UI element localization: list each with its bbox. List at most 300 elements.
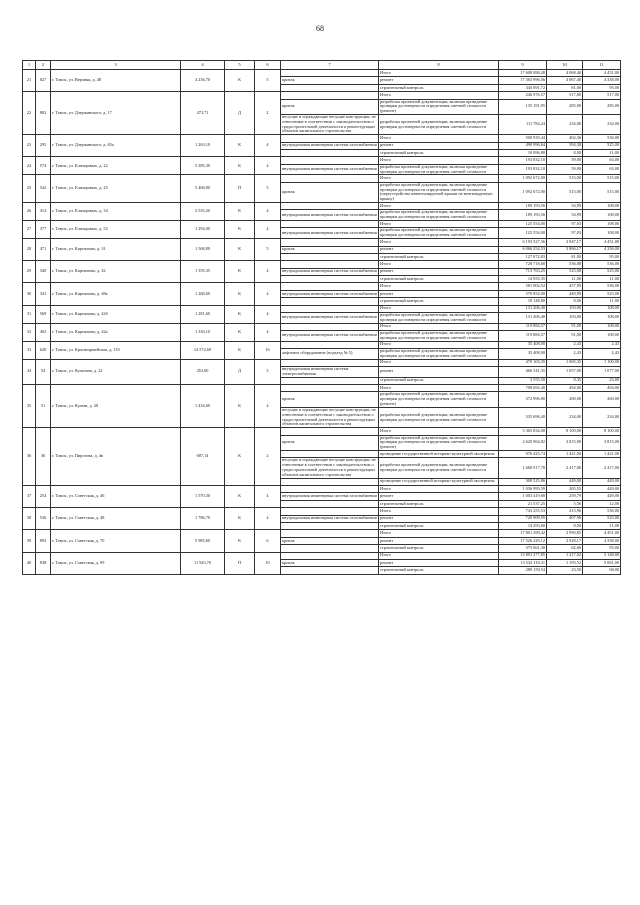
cost-per-sqm: 59,00 xyxy=(547,157,583,164)
table-row xyxy=(23,530,621,537)
house-area: 1 570,30 xyxy=(181,486,225,508)
house-floors: 2 xyxy=(255,92,281,135)
work-type: Итого xyxy=(379,323,499,330)
work-element: кровля xyxy=(281,246,379,253)
cost-per-sqm: 234,00 xyxy=(547,407,583,427)
record-number: 37 xyxy=(23,486,36,508)
work-element xyxy=(281,530,379,537)
work-type: разработка проектной документации, включая проведение проверки достоверности определения сметной стоимости (ремонт) xyxy=(379,435,499,450)
house-address: г. Томск, ул. Карташова, д. 42 xyxy=(51,261,181,283)
house-floors: 4 xyxy=(255,135,281,157)
column-number-row xyxy=(23,61,621,70)
work-type: Итого xyxy=(379,203,499,210)
house-id: 54 xyxy=(36,359,51,384)
cost-total: 375 061,30 xyxy=(499,545,547,552)
house-id: 838 xyxy=(36,552,51,574)
cost-limit: 449,00 xyxy=(583,486,621,493)
table-row xyxy=(23,261,621,268)
work-type: Итого xyxy=(379,221,499,228)
cost-limit: 260,00 xyxy=(583,392,621,407)
table-row xyxy=(23,175,621,182)
house-floors: 4 xyxy=(255,305,281,323)
house-id: 542 xyxy=(36,175,51,203)
house-id: 377 xyxy=(36,221,51,239)
work-element xyxy=(281,283,379,290)
table-row xyxy=(23,508,621,515)
work-element xyxy=(281,92,379,99)
table-row xyxy=(23,239,621,246)
cost-per-sqm: 2,43 xyxy=(547,341,583,348)
record-number: 32 xyxy=(23,323,36,341)
column-number: 6 xyxy=(255,61,281,70)
cost-total: 289 159,54 xyxy=(499,567,547,574)
work-type: ремонт xyxy=(379,493,499,500)
house-floors: 2 xyxy=(255,428,281,486)
table-row xyxy=(23,341,621,348)
work-type: Итого xyxy=(379,92,499,99)
work-type: разработка проектной документации, включая проведение проверки достоверности определения сметной стоимости xyxy=(379,164,499,175)
work-element: внутридомовая инженерная система газоснабжения xyxy=(281,228,379,239)
cost-total: 10 096,80 xyxy=(499,150,547,157)
work-type: строительный контроль xyxy=(379,150,499,157)
cost-limit: 4 338,00 xyxy=(583,77,621,84)
work-type: ремонт xyxy=(379,77,499,84)
work-type: строительный контроль xyxy=(379,567,499,574)
house-floors: 4 xyxy=(255,385,281,428)
house-id: 574 xyxy=(36,157,51,175)
work-element: кровля xyxy=(281,435,379,450)
cost-total: 728 718,60 xyxy=(499,261,547,268)
work-element xyxy=(281,508,379,515)
cost-limit: 108,00 xyxy=(583,323,621,330)
cost-limit: 1 421,00 xyxy=(583,450,621,457)
cost-per-sqm: 8,00 xyxy=(547,522,583,529)
cost-per-sqm: 2 990,85 xyxy=(547,530,583,537)
cost-total: 111 784,24 xyxy=(499,115,547,135)
cost-limit: 4 338,00 xyxy=(583,537,621,544)
house-area: 1 268,60 xyxy=(181,283,225,305)
house-id: 295 xyxy=(36,135,51,157)
cost-per-sqm: 536,08 xyxy=(547,261,583,268)
cost-total: 14 955,35 xyxy=(499,276,547,283)
house-id: 536 xyxy=(36,508,51,530)
cost-total: 743 255,53 xyxy=(499,508,547,515)
cost-limit: 108,00 xyxy=(583,228,621,239)
work-element: внутридомовая инженерная система газоснабжения xyxy=(281,331,379,342)
cost-per-sqm: 449,00 xyxy=(547,478,583,485)
cost-total: 308 525,86 xyxy=(499,478,547,485)
record-number: 39 xyxy=(23,530,36,552)
house-address: г. Томск, ул. Советская, д. 46 xyxy=(51,486,181,508)
work-element: кровля xyxy=(281,182,379,202)
cost-limit: 5 061,00 xyxy=(583,559,621,566)
cost-per-sqm: 54,99 xyxy=(547,210,583,221)
house-id: 402 xyxy=(36,323,51,341)
cost-limit: 3 815,00 xyxy=(583,435,621,450)
cost-limit: 525,00 xyxy=(583,515,621,522)
cost-limit: 4 451,00 xyxy=(583,239,621,246)
cost-total: 713 763,25 xyxy=(499,268,547,275)
table-row xyxy=(23,283,621,290)
work-element xyxy=(281,552,379,559)
cost-total: 35 408,00 xyxy=(499,349,547,360)
work-element xyxy=(281,239,379,246)
work-element xyxy=(281,341,379,348)
house-category: К xyxy=(225,157,255,175)
work-element xyxy=(281,428,379,435)
house-id: 827 xyxy=(36,70,51,92)
house-address: г. Томск, ул. Карташова, д. 31 xyxy=(51,239,181,261)
work-element: внутридомовая инженерная система газоснабжения xyxy=(281,290,379,297)
work-type: ремонт xyxy=(379,515,499,522)
house-area: 1 330,10 xyxy=(181,323,225,341)
work-element: кровля xyxy=(281,99,379,114)
house-id: 569 xyxy=(36,305,51,323)
house-category: К xyxy=(225,323,255,341)
cost-total: 976 425,74 xyxy=(499,450,547,457)
work-type: строительный контроль xyxy=(379,522,499,529)
work-type: Итого xyxy=(379,530,499,537)
house-area: 687,14 xyxy=(181,428,225,486)
cost-per-sqm: 2 928,17 xyxy=(547,537,583,544)
cost-limit: 63,00 xyxy=(583,164,621,175)
cost-limit: 234,00 xyxy=(583,115,621,135)
cost-total: 1 660 917,78 xyxy=(499,458,547,478)
work-type: Итого xyxy=(379,239,499,246)
work-element: несущие и ограждающие несущие конструкции, не отнесенные в соответствии с законодательством о градостроительной деятельности к реконструкции объектов капитального строительства xyxy=(281,407,379,427)
work-type: ремонт xyxy=(379,290,499,297)
cost-total: 335 696,40 xyxy=(499,407,547,427)
house-area: 1 359,35 xyxy=(181,261,225,283)
house-category: К xyxy=(225,508,255,530)
house-category: К xyxy=(225,203,255,221)
cost-total: 1 092 672,00 xyxy=(499,175,547,182)
work-type: проведение государственной историко-культурной экспертизы xyxy=(379,450,499,457)
house-address: г. Томск, ул. Карташова, д. 42а xyxy=(51,323,181,341)
house-id: 471 xyxy=(36,239,51,261)
house-address: г. Томск, ул. Карташова, д. 42б xyxy=(51,305,181,323)
house-floors: 4 xyxy=(255,486,281,508)
house-area: 1 786,70 xyxy=(181,508,225,530)
work-type: Итого xyxy=(379,486,499,493)
cost-per-sqm: 97,03 xyxy=(547,228,583,239)
house-id: 254 xyxy=(36,486,51,508)
house-category: К xyxy=(225,530,255,552)
work-element: внутридомовая инженерная система газоснабжения xyxy=(281,142,379,149)
work-type: разработка проектной документации, включая проведение проверки достоверности определения сметной стоимости xyxy=(379,407,499,427)
work-type: разработка проектной документации, включая проведение проверки достоверности определения сметной стоимости (переустройство невентилируемой крыши на вентилируемую крышу) xyxy=(379,182,499,202)
work-type: Итого xyxy=(379,341,499,348)
cost-limit: 285,00 xyxy=(583,99,621,114)
cost-per-sqm: 515,00 xyxy=(547,182,583,202)
cost-per-sqm: 91,00 xyxy=(547,323,583,330)
table-row xyxy=(23,221,621,228)
house-category: К xyxy=(225,70,255,92)
cost-limit: 11,00 xyxy=(583,150,621,157)
cost-total: 131 206,40 xyxy=(499,313,547,324)
record-number: 24 xyxy=(23,157,36,175)
work-type: строительный контроль xyxy=(379,253,499,260)
cost-per-sqm: 515,00 xyxy=(547,175,583,182)
table-row xyxy=(23,428,621,435)
record-number: 27 xyxy=(23,221,36,239)
cost-total: 500 935,44 xyxy=(499,135,547,142)
cost-per-sqm: 494,00 xyxy=(547,385,583,392)
house-id: 341 xyxy=(36,283,51,305)
column-number: 8 xyxy=(379,61,499,70)
cost-per-sqm: 1 065,35 xyxy=(547,359,583,366)
cost-limit: 11,00 xyxy=(583,522,621,529)
work-type: строительный контроль xyxy=(379,276,499,283)
work-element: внутридомовая инженерная система газоснабжения xyxy=(281,515,379,522)
work-type: строительный контроль xyxy=(379,84,499,91)
work-element xyxy=(281,157,379,164)
house-category: К xyxy=(225,261,255,283)
work-element xyxy=(281,135,379,142)
cost-per-sqm: 23,50 xyxy=(547,567,583,574)
work-type: Итого xyxy=(379,135,499,142)
table-row xyxy=(23,305,621,312)
cost-total: 10 148,80 xyxy=(499,298,547,305)
cost-total: 189 193,56 xyxy=(499,210,547,221)
house-floors: 4 xyxy=(255,203,281,221)
cost-per-sqm: 285,00 xyxy=(547,99,583,114)
house-category: К xyxy=(225,221,255,239)
work-element xyxy=(281,500,379,507)
work-element xyxy=(281,545,379,552)
house-floors: 4 xyxy=(255,261,281,283)
cost-per-sqm: 4 067,40 xyxy=(547,77,583,84)
work-element: кровля xyxy=(281,537,379,544)
cost-total: 119 884,57 xyxy=(499,323,547,330)
house-floors: 3 xyxy=(255,359,281,384)
cost-limit: 536,00 xyxy=(583,135,621,142)
cost-per-sqm: 81,00 xyxy=(547,253,583,260)
column-number: 2 xyxy=(36,61,51,70)
work-element xyxy=(281,323,379,330)
cost-total: 1 092 672,00 xyxy=(499,182,547,202)
work-type: разработка проектной документации, включая проведение проверки достоверности определения сметной стоимости xyxy=(379,228,499,239)
cost-limit: 63,00 xyxy=(583,157,621,164)
house-category: Д xyxy=(225,359,255,384)
cost-total: 13 532 118,31 xyxy=(499,559,547,566)
house-address: г. Томск, ул. Дзержинского, д. 65а xyxy=(51,135,181,157)
house-id: 882 xyxy=(36,92,51,135)
house-id: 51 xyxy=(36,385,51,428)
cost-total: 581 002,52 xyxy=(499,283,547,290)
house-floors: 5 xyxy=(255,70,281,92)
cost-limit: 515,00 xyxy=(583,182,621,202)
work-element xyxy=(281,276,379,283)
record-number: 25 xyxy=(23,175,36,203)
cost-limit: 517,00 xyxy=(583,92,621,99)
page-number: 68 xyxy=(316,24,324,33)
work-type: ремонт xyxy=(379,268,499,275)
work-type: разработка проектной документации, включая проведение проверки достоверности определения сметной стоимости xyxy=(379,115,499,135)
cost-limit: 5 148,00 xyxy=(583,552,621,559)
house-address: г. Томск, ул. Советская, д. 70 xyxy=(51,530,181,552)
house-category: П xyxy=(225,552,255,574)
record-number: 23 xyxy=(23,135,36,157)
work-type: строительный контроль xyxy=(379,377,499,384)
work-type: Итого xyxy=(379,508,499,515)
cost-limit: 4 451,00 xyxy=(583,70,621,77)
column-number: 3 xyxy=(51,61,181,70)
column-number: 11 xyxy=(583,61,621,70)
work-type: ремонт xyxy=(379,367,499,378)
cost-total: 189 193,56 xyxy=(499,203,547,210)
house-floors: 4 xyxy=(255,221,281,239)
cost-per-sqm: 8 100,00 xyxy=(547,428,583,435)
cost-limit: 95,00 xyxy=(583,253,621,260)
cost-total: 2 620 964,82 xyxy=(499,435,547,450)
house-address: г. Томск, ул. Дзержинского, д. 17 xyxy=(51,92,181,135)
house-category: К xyxy=(225,341,255,359)
record-number: 40 xyxy=(23,552,36,574)
cost-limit: 2,43 xyxy=(583,349,621,360)
cost-total: 372 996,00 xyxy=(499,392,547,407)
cost-per-sqm: 1 193,52 xyxy=(547,559,583,566)
house-address: г. Томск, ул. Елизаровых, д. 52 xyxy=(51,221,181,239)
cost-total: 127 072,83 xyxy=(499,253,547,260)
cost-limit: 234,00 xyxy=(583,407,621,427)
house-floors: 4 xyxy=(255,508,281,530)
work-type: Итого xyxy=(379,552,499,559)
column-number: 9 xyxy=(499,61,547,70)
work-element: лифтовое оборудование (подъезд № 5) xyxy=(281,349,379,360)
house-address: г. Томск, ул. Елизаровых, д. 25 xyxy=(51,175,181,203)
cost-per-sqm: 457,99 xyxy=(547,283,583,290)
cost-per-sqm: 2 417,00 xyxy=(547,458,583,478)
cost-total: 5 365 834,00 xyxy=(499,428,547,435)
work-element: кровля xyxy=(281,559,379,566)
house-area: 2 535,20 xyxy=(181,203,225,221)
cost-limit: 108,00 xyxy=(583,210,621,221)
cost-limit: 449,00 xyxy=(583,493,621,500)
work-type: разработка проектной документации, включая проведение проверки достоверности определения сметной стоимости xyxy=(379,331,499,342)
cost-total: 35 408,00 xyxy=(499,341,547,348)
work-type: Итого xyxy=(379,283,499,290)
record-number: 35 xyxy=(23,385,36,428)
work-type: разработка проектной документации, включая проведение проверки достоверности определения сметной стоимости (ремонт) xyxy=(379,392,499,407)
work-type: ремонт xyxy=(379,537,499,544)
cost-limit: 515,00 xyxy=(583,175,621,182)
cost-total: 1 003 419,68 xyxy=(499,493,547,500)
table-row xyxy=(23,92,621,99)
cost-per-sqm: 265,55 xyxy=(547,486,583,493)
house-id: 414 xyxy=(36,203,51,221)
work-element xyxy=(281,567,379,574)
work-element xyxy=(281,359,379,366)
house-floors: 10 xyxy=(255,552,281,574)
house-address: г. Томск, ул. Советская, д. 48 xyxy=(51,508,181,530)
cost-limit: 4 451,00 xyxy=(583,530,621,537)
work-element xyxy=(281,203,379,210)
cost-total: 13 891 277,85 xyxy=(499,552,547,559)
cost-limit: 23,00 xyxy=(583,377,621,384)
work-element: кровля xyxy=(281,77,379,84)
house-category: К xyxy=(225,428,255,486)
house-address: г. Томск, ул. Елизаровых, д. 34 xyxy=(51,203,181,221)
cost-per-sqm: 525,08 xyxy=(547,268,583,275)
cost-limit: 95,00 xyxy=(583,545,621,552)
work-element: кровля xyxy=(281,392,379,407)
house-address: г. Томск, ул. Кулагина, д. 22 xyxy=(51,359,181,384)
cost-total: 193 832,10 xyxy=(499,157,547,164)
house-area: 1 263,10 xyxy=(181,135,225,157)
work-type: ремонт xyxy=(379,142,499,149)
cost-per-sqm: 54,99 xyxy=(547,203,583,210)
work-element xyxy=(281,70,379,77)
cost-per-sqm: 1 217,02 xyxy=(547,552,583,559)
record-number: 28 xyxy=(23,239,36,261)
work-element xyxy=(281,253,379,260)
cost-limit: 4 356,00 xyxy=(583,246,621,253)
table-row xyxy=(23,323,621,330)
cost-total: 466 541,35 xyxy=(499,367,547,378)
work-element: внутридомовая инженерная система газоснабжения xyxy=(281,493,379,500)
table-row xyxy=(23,486,621,493)
cost-per-sqm: 81,00 xyxy=(547,84,583,91)
house-area: 5 285,30 xyxy=(181,157,225,175)
house-id: 36 xyxy=(36,428,51,486)
table-row xyxy=(23,385,621,392)
record-number: 29 xyxy=(23,261,36,283)
house-floors: 4 xyxy=(255,323,281,341)
work-element: внутридомовая инженерная система газоснабжения xyxy=(281,210,379,221)
house-floors: 16 xyxy=(255,341,281,359)
house-category: К xyxy=(225,239,255,261)
cost-total: 490 996,64 xyxy=(499,142,547,149)
record-number: 38 xyxy=(23,508,36,530)
house-category: К xyxy=(225,305,255,323)
house-address: г. Томск, ул. Елизаровых, д. 22 xyxy=(51,157,181,175)
house-address: г. Томск, ул. Верхняя, д. 48 xyxy=(51,70,181,92)
cost-per-sqm: 1 057,00 xyxy=(547,367,583,378)
work-element: внутридомовая инженерная система газоснабжения xyxy=(281,313,379,324)
house-area: 1 434,60 xyxy=(181,385,225,428)
cost-per-sqm: 3 866,17 xyxy=(547,246,583,253)
cost-limit: 536,00 xyxy=(583,283,621,290)
table-row xyxy=(23,135,621,142)
table-row xyxy=(23,359,621,366)
work-type: ремонт xyxy=(379,246,499,253)
cost-limit: 108,00 xyxy=(583,203,621,210)
cost-per-sqm: 103,00 xyxy=(547,305,583,312)
house-category: К xyxy=(225,385,255,428)
work-type: Итого xyxy=(379,428,499,435)
house-category: К xyxy=(225,486,255,508)
work-type: разработка проектной документации, включая проведение проверки достоверности определения сметной стоимости xyxy=(379,458,499,478)
house-floors: 4 xyxy=(255,283,281,305)
house-area: 1 281,60 xyxy=(181,305,225,323)
work-type: Итого xyxy=(379,157,499,164)
work-type: разработка проектной документации, включая проведение проверки достоверности определения сметной стоимости xyxy=(379,349,499,360)
cost-limit: 536,00 xyxy=(583,508,621,515)
work-type: Итого xyxy=(379,305,499,312)
cost-per-sqm: 402,36 xyxy=(547,135,583,142)
work-element xyxy=(281,221,379,228)
house-area: 11 943,70 xyxy=(181,552,225,574)
house-floors: 5 xyxy=(255,239,281,261)
cost-per-sqm: 259,79 xyxy=(547,493,583,500)
work-element: несущие и ограждающие несущие конструкции, не отнесенные в соответствии с законодательством о градостроительной деятельности к реконструкции объектов капитального строительства xyxy=(281,115,379,135)
house-category: К xyxy=(225,283,255,305)
cost-per-sqm: 91,00 xyxy=(547,331,583,342)
work-type: разработка проектной документации, включая проведение проверки достоверности определения сметной стоимости xyxy=(379,313,499,324)
cost-total: 17 801 290,42 xyxy=(499,530,547,537)
house-address: г. Томск, ул. Кулева, д. 28 xyxy=(51,385,181,428)
